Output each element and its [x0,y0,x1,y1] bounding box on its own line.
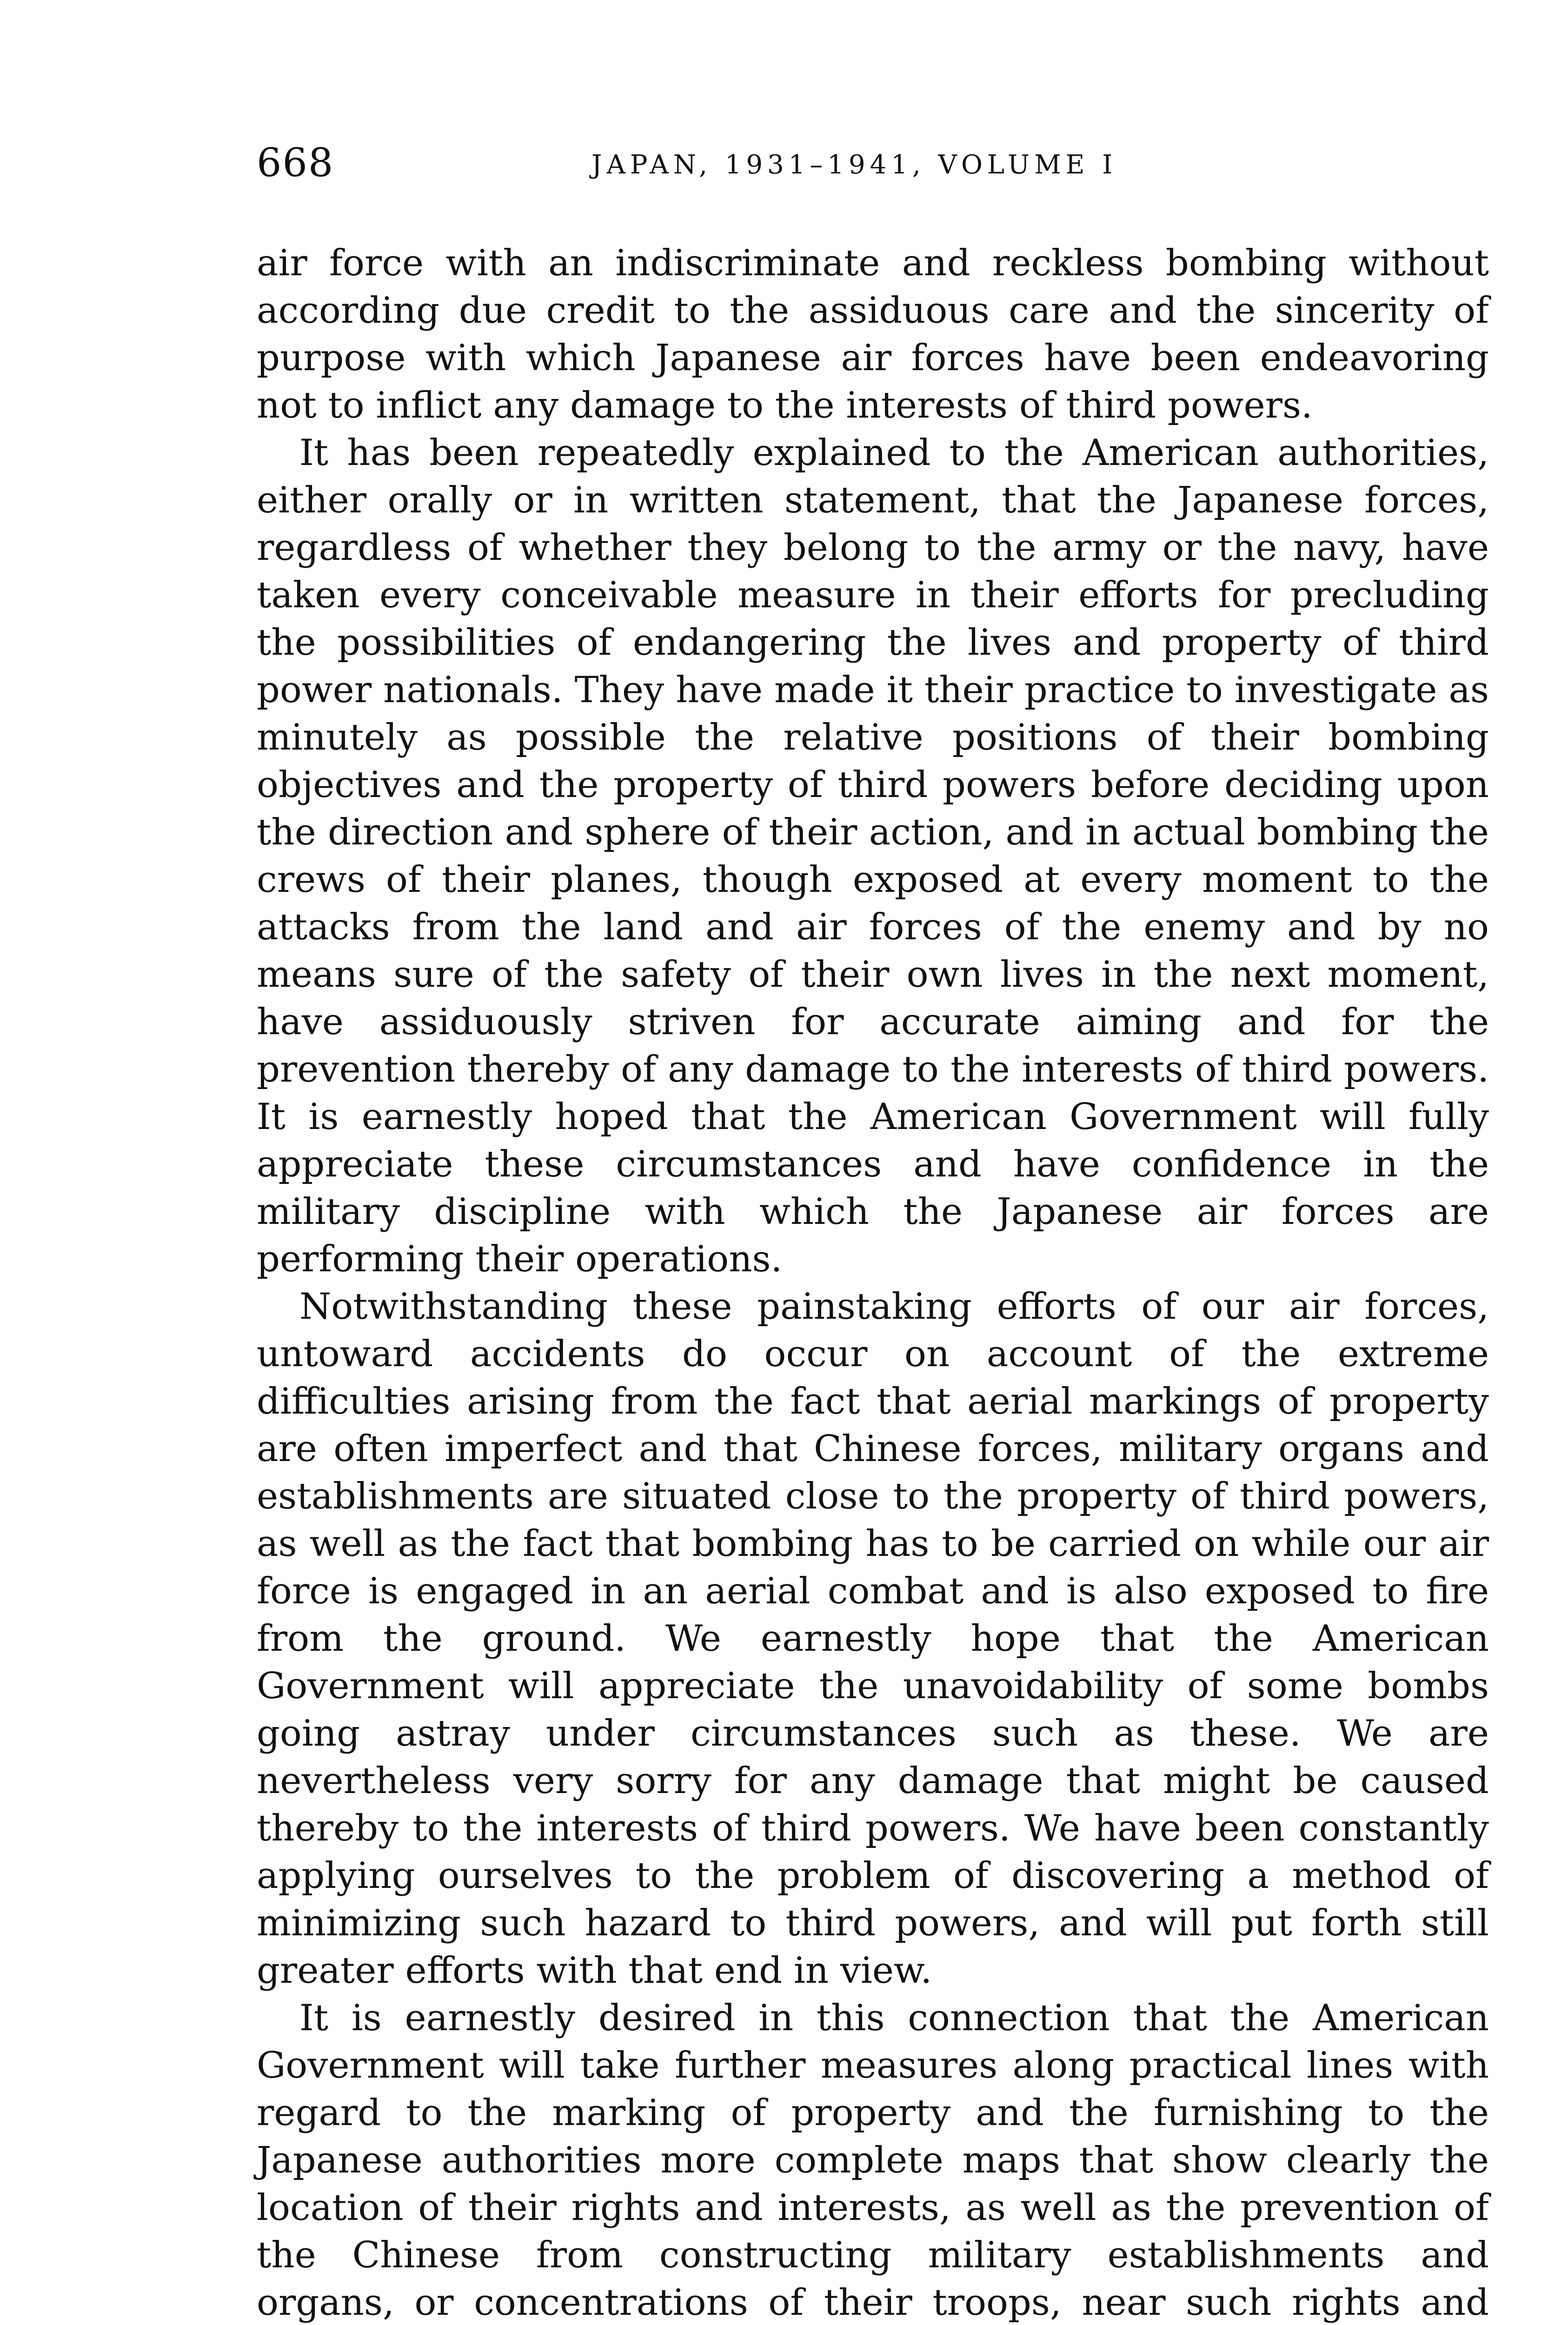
document-page [257,140,1489,2325]
paragraph-continuation: air force with an indiscriminate and reckless bombing without according due credit to the assiduous care and the sincerity of purpose with which Japanese air forces have been endeavoring not to inflict any damage to the interests of third powers. [257,242,1489,426]
paragraph: It is earnestly desired in this connection that the American Government will take further measures along practical lines with regard to the marking of property and the furnishing to the Japanese authorities more complete maps that show clearly the location of their rights and interests, as well as the prevention of the Chinese from constructing military establishments and organs, or concentrations of their troops, near such rights and [257,1997,1489,2324]
paragraph: It has been repeatedly explained to the American authorities, either orally or in written statement, that the Japanese forces, regardless of whether they belong to the army or the navy, have taken every conceivable measure in their efforts for precluding the possibilities of endangering the lives and property of third power nationals. They have made it their practice to investigate as minutely as possible the relative positions of their bombing objectives and the property of third powers before deciding upon the direction and sphere of their action, and in actual bombing the crews of their planes, though exposed at every moment to the attacks from the land and air forces of the enemy and by no means sure of the safety of their own lives in the next moment, have assiduously striven for accurate aiming and for the prevention thereby of any damage to the interests of third powers. It is earnestly hoped that the American Government will fully appreciate these circumstances and have confidence in the military discipline with which the Japanese air forces are performing their operations. [257,432,1489,1280]
page-header [257,140,1489,195]
page-number: 668 [257,140,334,186]
body-text [257,239,1489,2325]
running-head: JAPAN, 1931–1941, VOLUME I [591,150,1117,180]
paragraph: Notwithstanding these painstaking efforts of our air forces, untoward accidents do occur on account of the extreme difficulties arising from the fact that aerial markings of property are often imperfect and that Chinese forces, military organs and establishments are situated close to the property of third powers, as well as the fact that bombing has to be carried on while our air force is engaged in an aerial combat and is also exposed to fire from the ground. We earnestly hope that the American Government will appreciate the unavoidability of some bombs going astray under circumstances such as these. We are nevertheless very sorry for any damage that might be caused thereby to the interests of third powers. We have been constantly applying ourselves to the problem of discovering a method of minimizing such hazard to third powers, and will put forth still greater efforts with that end in view. [257,1286,1489,1992]
